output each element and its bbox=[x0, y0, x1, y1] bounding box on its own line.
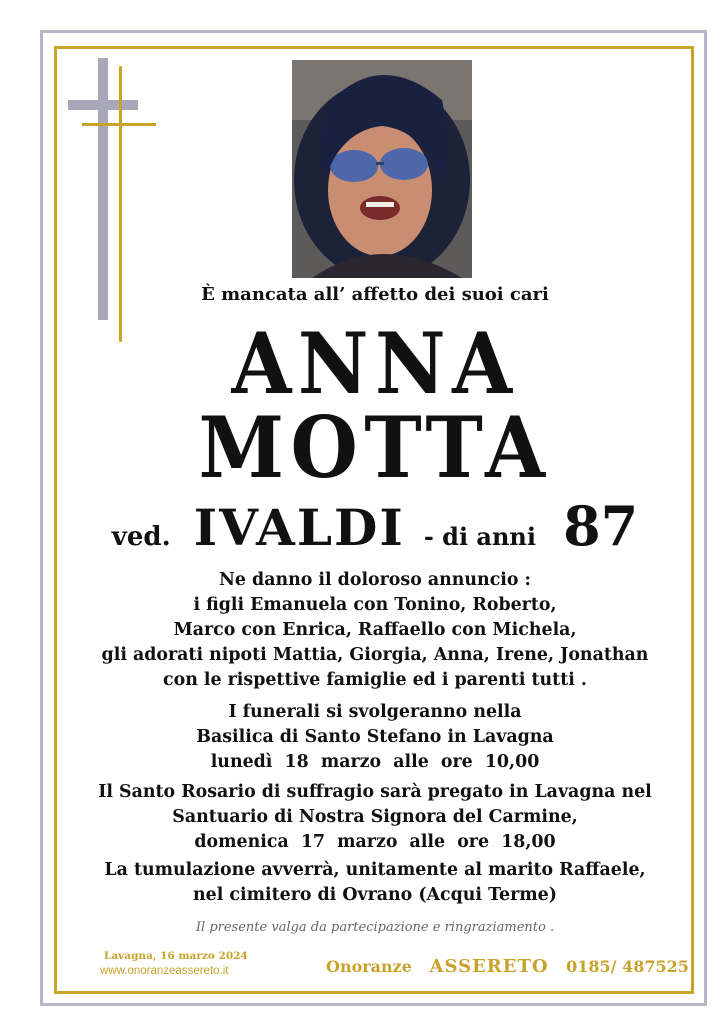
widow-age-line bbox=[60, 494, 690, 558]
announcement-line: Marco con Enrica, Raffaello con Michela, bbox=[173, 620, 577, 640]
brand-name: ASSERETO bbox=[429, 956, 549, 977]
burial-block bbox=[60, 858, 690, 908]
married-surname: IVALDI bbox=[193, 498, 405, 557]
footer-date: Lavagna, 16 marzo 2024 bbox=[104, 950, 248, 962]
rosary-line: Il Santo Rosario di suffragio sarà pregato in Lavagna nel bbox=[98, 782, 652, 802]
footer-brand bbox=[326, 956, 689, 977]
burial-line: nel cimitero di Ovrano (Acqui Terme) bbox=[193, 885, 557, 905]
brand-phone: 0185/ 487525 bbox=[566, 957, 689, 976]
age-label: - di anni bbox=[423, 522, 536, 551]
intro-line: È mancata all’ affetto dei suoi cari bbox=[201, 284, 549, 305]
rosary-block bbox=[60, 780, 690, 855]
last-name: MOTTA bbox=[198, 398, 552, 497]
announcement-line: con le rispettive famiglie ed i parenti tutti . bbox=[163, 670, 587, 690]
footer-website-link[interactable]: www.onoranzeassereto.it bbox=[100, 965, 229, 977]
funeral-block bbox=[60, 700, 690, 775]
announcement-line: i figli Emanuela con Tonino, Roberto, bbox=[193, 595, 557, 615]
first-name: ANNA bbox=[231, 314, 519, 413]
portrait-photo bbox=[292, 60, 472, 278]
announcement-line: gli adorati nipoti Mattia, Giorgia, Anna, Irene, Jonathan bbox=[101, 645, 649, 665]
funeral-line: I funerali si svolgeranno nella bbox=[228, 702, 522, 722]
gold-cross-icon-bar bbox=[82, 123, 156, 126]
brand-prefix: Onoranze bbox=[326, 957, 412, 976]
announcement-line: Ne danno il doloroso annuncio : bbox=[219, 570, 531, 590]
funeral-line: Basilica di Santo Stefano in Lavagna bbox=[196, 727, 554, 747]
funeral-line: lunedì 18 marzo alle ore 10,00 bbox=[210, 752, 540, 772]
rosary-line: Santuario di Nostra Signora del Carmine, bbox=[172, 807, 578, 827]
cross-icon bbox=[98, 58, 108, 320]
widow-label: ved. bbox=[111, 522, 171, 552]
cross-icon-bar bbox=[68, 100, 138, 110]
announcement-block bbox=[60, 568, 690, 693]
age-value: 87 bbox=[563, 494, 639, 558]
thanks-line: Il presente valga da partecipazione e ringraziamento . bbox=[195, 920, 555, 935]
rosary-line: domenica 17 marzo alle ore 18,00 bbox=[194, 832, 556, 852]
burial-line: La tumulazione avverrà, unitamente al marito Raffaele, bbox=[104, 860, 646, 880]
